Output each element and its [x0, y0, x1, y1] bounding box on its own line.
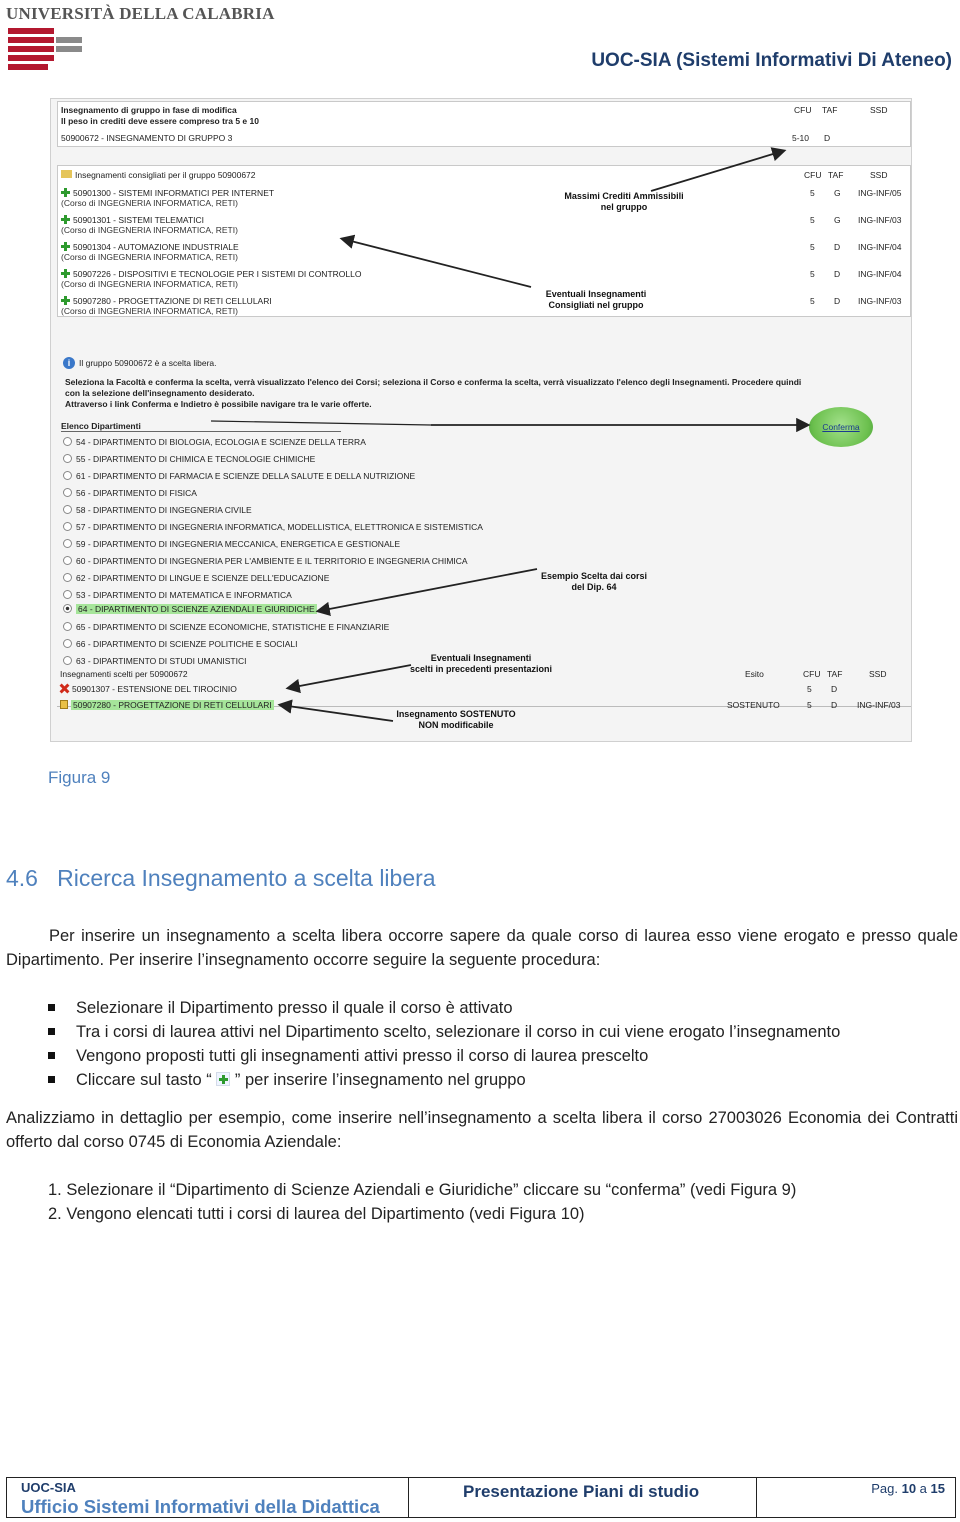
rec-cfu: 5	[810, 215, 815, 225]
department-option[interactable]: 53 - DIPARTIMENTO DI MATEMATICA E INFORMATICA	[63, 590, 292, 600]
recommended-item-course: (Corso di INGEGNERIA INFORMATICA, RETI)	[61, 279, 238, 289]
steps-list	[48, 1178, 796, 1226]
rec-ssd: ING-INF/03	[858, 215, 902, 225]
col-taf: TAF	[822, 105, 838, 115]
analysis-paragraph: Analizziamo in dettaglio per esempio, come inserire nell’insegnamento a scelta libera il corso 27003026 Economia dei Contratti offerto dal corso 0745 di Economia Aziendale:	[6, 1109, 958, 1151]
recommended-item-course: (Corso di INGEGNERIA INFORMATICA, RETI)	[61, 225, 238, 235]
procedure-step: Cliccare sul tasto “ ” per inserire l’insegnamento nel gruppo	[48, 1068, 840, 1092]
footer-office	[7, 1478, 409, 1517]
procedure-list	[48, 996, 840, 1092]
department-option-selected[interactable]: 64 - DIPARTIMENTO DI SCIENZE AZIENDALI E GIURIDICHE	[63, 604, 317, 614]
chosen-taf: D	[831, 684, 838, 694]
instructions-line3: Attraverso i link Conferma e Indietro è possibile navigare tra le varie offerte.	[65, 399, 372, 409]
add-icon	[216, 1072, 230, 1086]
group-name: 50900672 - INSEGNAMENTO DI GRUPPO 3	[61, 133, 233, 143]
department-option[interactable]: 61 - DIPARTIMENTO DI FARMACIA E SCIENZE DELLA SALUTE E DELLA NUTRIZIONE	[63, 471, 415, 481]
recommended-item[interactable]: 50901300 - SISTEMI INFORMATICI PER INTERNET	[61, 188, 274, 198]
rec-ssd: ING-INF/05	[858, 188, 902, 198]
document-title: UOC-SIA (Sistemi Informativi Di Ateneo)	[591, 50, 952, 71]
footer-doc-title	[409, 1478, 757, 1517]
logo-bars	[8, 28, 88, 72]
department-option[interactable]: 60 - DIPARTIMENTO DI INGEGNERIA PER L'AMBIENTE E IL TERRITORIO E INGEGNERIA CHIMICA	[63, 556, 468, 566]
annotation-locked: Insegnamento SOSTENUTO NON modificabile	[396, 709, 516, 730]
rec-taf: D	[834, 269, 841, 279]
department-list-title: Elenco Dipartimenti	[61, 421, 341, 432]
procedure-step: Vengono proposti tutti gli insegnamenti attivi presso il corso di laurea prescelto	[48, 1044, 840, 1068]
recommended-item[interactable]: 50907280 - PROGETTAZIONE DI RETI CELLULARI	[61, 296, 272, 306]
annotation-example: Esempio Scelta dai corsi del Dip. 64	[540, 571, 648, 592]
chosen-ssd: ING-INF/03	[857, 700, 901, 710]
rec-taf: G	[834, 215, 841, 225]
department-option[interactable]: 54 - DIPARTIMENTO DI BIOLOGIA, ECOLOGIA E SCIENZE DELLA TERRA	[63, 437, 366, 447]
col-cfu: CFU	[794, 105, 812, 115]
step-item: 1. Selezionare il “Dipartimento di Scienze Aziendali e Giuridiche” cliccare su “conferma” (vedi Figura 9)	[48, 1181, 797, 1199]
rec-taf: D	[834, 242, 841, 252]
rec-col-taf: TAF	[828, 170, 844, 180]
department-option[interactable]: 57 - DIPARTIMENTO DI INGEGNERIA INFORMATICA, MODELLISTICA, ELETTRONICA E SISTEMISTICA	[63, 522, 483, 532]
department-option[interactable]: 65 - DIPARTIMENTO DI SCIENZE ECONOMICHE, STATISTICHE E FINANZIARIE	[63, 622, 389, 632]
annotation-arrows	[51, 99, 913, 743]
rec-ssd: ING-INF/03	[858, 296, 902, 306]
rec-ssd: ING-INF/04	[858, 242, 902, 252]
figure-caption: Figura 9	[48, 768, 111, 787]
recommended-item[interactable]: 50901301 - SISTEMI TELEMATICI	[61, 215, 204, 225]
cfu-range: 5-10	[792, 133, 810, 143]
recommended-item-course: (Corso di INGEGNERIA INFORMATICA, RETI)	[61, 252, 238, 262]
chosen-item[interactable]: 50901307 - ESTENSIONE DEL TIROCINIO	[60, 684, 237, 694]
rec-taf: D	[834, 296, 841, 306]
department-option[interactable]: 55 - DIPARTIMENTO DI CHIMICA E TECNOLOGIE CHIMICHE	[63, 454, 315, 464]
department-option[interactable]: 58 - DIPARTIMENTO DI INGEGNERIA CIVILE	[63, 505, 252, 515]
section-heading: 4.6 Ricerca Insegnamento a scelta libera	[6, 865, 436, 891]
chosen-title: Insegnamenti scelti per 50900672	[60, 669, 188, 679]
taf-value: D	[824, 133, 831, 143]
group-credit-rule: Il peso in crediti deve essere compreso tra 5 e 10	[61, 116, 259, 126]
page-footer	[6, 1477, 956, 1518]
rec-col-cfu: CFU	[804, 170, 822, 180]
instructions-line2: con la selezione dell'insegnamento desiderato.	[65, 388, 255, 398]
chosen-cfu: 5	[807, 684, 812, 694]
department-option[interactable]: 59 - DIPARTIMENTO DI INGEGNERIA MECCANICA, ENERGETICA E GESTIONALE	[63, 539, 400, 549]
rec-ssd: ING-INF/04	[858, 269, 902, 279]
department-option[interactable]: 62 - DIPARTIMENTO DI LINGUE E SCIENZE DELL'EDUCAZIONE	[63, 573, 329, 583]
rec-col-ssd: SSD	[870, 170, 888, 180]
recommended-title: Insegnamenti consigliati per il gruppo 50900672	[61, 170, 256, 180]
chosen-col-taf: TAF	[827, 669, 843, 679]
footer-page	[757, 1478, 955, 1517]
annotation-max-credits: Massimi Crediti Ammissibili nel gruppo	[564, 191, 684, 212]
chosen-col-cfu: CFU	[803, 669, 821, 679]
procedure-step: Tra i corsi di laurea attivi nel Dipartimento scelto, selezionare il corso in cui viene erogato l’insegnamento	[48, 1020, 840, 1044]
group-edit-heading: Insegnamento di gruppo in fase di modifica	[61, 105, 237, 115]
department-option[interactable]: 66 - DIPARTIMENTO DI SCIENZE POLITICHE E SOCIALI	[63, 639, 298, 649]
annotation-recommended: Eventuali Insegnamenti Consigliati nel gruppo	[545, 289, 647, 310]
recommended-item[interactable]: 50901304 - AUTOMAZIONE INDUSTRIALE	[61, 242, 239, 252]
confirm-link[interactable]: Conferma	[809, 407, 873, 447]
info-icon: i	[63, 357, 75, 369]
recommended-item-course: (Corso di INGEGNERIA INFORMATICA, RETI)	[61, 198, 238, 208]
chosen-esito: SOSTENUTO	[727, 700, 780, 710]
step-item: 2. Vengono elencati tutti i corsi di laurea del Dipartimento (vedi Figura 10)	[48, 1205, 585, 1223]
department-option[interactable]: 63 - DIPARTIMENTO DI STUDI UMANISTICI	[63, 656, 247, 666]
footer-office-name: Ufficio Sistemi Informativi della Didattica	[21, 1496, 380, 1517]
footer-title: Presentazione Piani di studio	[463, 1482, 700, 1501]
recommended-item[interactable]: 50907226 - DISPOSITIVI E TECNOLOGIE PER I SISTEMI DI CONTROLLO	[61, 269, 361, 279]
figure-screenshot	[50, 98, 912, 742]
footer-office-short: UOC-SIA	[21, 1480, 76, 1495]
rec-cfu: 5	[810, 269, 815, 279]
intro-paragraph: Per inserire un insegnamento a scelta libera occorre sapere da quale corso di laurea esso viene erogato e presso quale Dipartimento. Per inserire l’insegnamento occorre seguire la seguente procedura:	[6, 927, 958, 969]
annotation-previous: Eventuali Insegnamenti scelti in precedenti presentazioni	[409, 653, 553, 674]
recommended-item-course: (Corso di INGEGNERIA INFORMATICA, RETI)	[61, 306, 238, 316]
rec-taf: G	[834, 188, 841, 198]
instructions-line1: Seleziona la Facoltà e conferma la scelta, verrà visualizzato l'elenco dei Corsi; seleziona il Corso e conferma la scelta, verrà visualizzato l'elenco degli Insegnamenti. Procedere quindi	[65, 377, 802, 387]
col-ssd: SSD	[870, 105, 888, 115]
chosen-taf: D	[831, 700, 838, 710]
info-message: i Il gruppo 50900672 è a scelta libera.	[63, 357, 217, 369]
university-logo	[6, 4, 275, 24]
rec-cfu: 5	[810, 296, 815, 306]
rec-cfu: 5	[810, 188, 815, 198]
university-name: UNIVERSITÀ DELLA CALABRIA	[6, 4, 275, 23]
chosen-col-ssd: SSD	[869, 669, 887, 679]
chosen-cfu: 5	[807, 700, 812, 710]
rec-cfu: 5	[810, 242, 815, 252]
page-number: Pag. 10 a 15	[871, 1481, 945, 1496]
chosen-item-locked: 50907280 - PROGETTAZIONE DI RETI CELLULARI	[60, 700, 274, 710]
procedure-step: Selezionare il Dipartimento presso il quale il corso è attivato	[48, 996, 840, 1020]
chosen-col-esito: Esito	[745, 669, 764, 679]
department-option[interactable]: 56 - DIPARTIMENTO DI FISICA	[63, 488, 197, 498]
